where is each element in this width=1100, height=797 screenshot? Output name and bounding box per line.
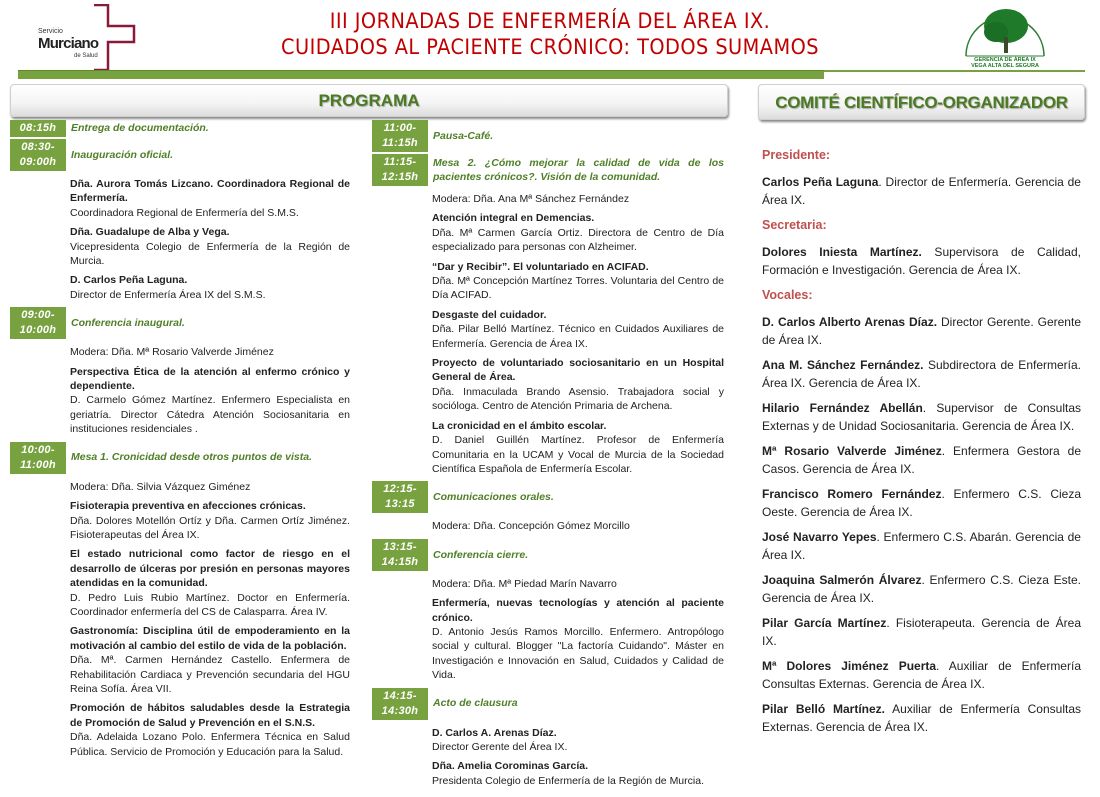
talk-speaker: Dña. Adelaida Lozano Polo. Enfermera Técnica en Salud Pública. Servicio de Promoción y Educación para la Salud. [70,731,350,758]
talk-item [432,419,724,477]
committee-member [762,173,1081,209]
member-name: Pilar Belló Martínez. [762,702,885,716]
committee-member [762,356,1081,392]
member-name: Hilario Fernández Abellán [762,401,923,415]
talk-speaker: Coordinadora Regional de Enfermería del S.M.S. [70,206,299,219]
session-header [10,120,350,137]
program-column-left [10,120,350,764]
talk-title: El estado nutricional como factor de riesgo en el desarrollo de úlceras por presión en personas mayores atendidas en la comunidad. [70,548,350,590]
title-line-2: CUIDADOS AL PACIENTE CRÓNICO: TODOS SUMAMOS [281,35,819,59]
member-name: Joaquina Salmerón Álvarez [762,573,922,587]
talk-item [70,701,350,759]
member-name: Francisco Romero Fernández [762,487,942,501]
session-header [10,139,350,171]
session-header [10,307,350,339]
session-body [372,726,724,789]
member-name: Ana M. Sánchez Fernández. [762,358,924,372]
committee-role: Vocales: [762,288,813,302]
committee-member [762,442,1081,478]
member-description: Auxiliar de Enfermería Consultas Externas. Gerencia de Área IX. [762,702,1082,734]
member-description: . Enfermero C.S. Cieza Este. Gerencia de Área IX. [762,573,1081,605]
session-header [372,154,724,186]
talk-title: Desgaste del cuidador. [432,308,547,321]
session-title: Inauguración oficial. [71,148,174,161]
time-badge: 11:00-11:15h [372,120,428,152]
session-body [10,480,350,759]
moderator: Modera: Dña. Mª Piedad Marín Navarro [432,577,617,590]
session-header [10,442,350,474]
member-description: . Director de Enfermería. Gerencia de Área IX. [762,175,1081,207]
talk-title: D. Carlos Peña Laguna. [70,274,188,287]
member-description: . Auxiliar de Enfermería Consultas Externas. Gerencia de Área IX. [762,659,1081,691]
member-description: . Fisioterapeuta. Gerencia de Área IX. [762,616,1082,648]
talk-title: Enfermería, nuevas tecnologías y atención al paciente crónico. [432,597,724,624]
session-body [372,577,724,683]
talk-item [432,260,724,303]
talk-speaker: Dña. Mª. Carmen Hernández Castello. Enfermera de Rehabilitación Cardiaca y Prevención secundaria del HGU Reina Sofía. Área VII. [70,654,350,695]
member-name: D. Carlos Alberto Arenas Díaz. [762,315,938,329]
time-badge: 09:00-10:00h [10,307,66,339]
logo-text: Servicio [38,28,63,35]
page-title [191,8,909,60]
member-description: Director Gerente. Gerente de Área IX. [762,315,1081,347]
talk-speaker: D. Pedro Luis Rubio Martínez. Doctor en Enfermería. Coordinador enfermería del CS de Calasparra. Área IV. [70,591,350,618]
member-name: Dolores Iniesta Martínez. [762,245,922,259]
member-name: Mª Rosario Valverde Jiménez [762,444,942,458]
time-badge: 12:15-13:15 [372,481,428,513]
member-description: . Enfermero C.S. Abarán. Gerencia de Área IX. [762,530,1081,562]
talk-item [70,624,350,696]
program-column-middle [372,120,724,793]
committee-member [762,313,1081,349]
talk-item [432,759,724,788]
member-name: Carlos Peña Laguna [762,175,879,189]
session-header [372,539,724,571]
committee-member [762,243,1081,279]
talk-item [432,356,724,414]
talk-item [432,726,724,755]
logo-text: GERENCIA DE ÁREA IX [974,57,1036,63]
talk-speaker: Dña. Inmaculada Brando Asensio. Trabajadora social y socióloga. Centro de Atención Primaria de Archena. [432,385,724,413]
session-title: Entrega de documentación. [71,122,209,135]
member-description: . Enfermero C.S. Cieza Oeste. Gerencia de Área IX. [762,487,1082,519]
member-description: Subdirectora de Enfermería. Área IX. Gerencia de Área IX. [762,358,1082,390]
member-description: . Enfermera Gestora de Casos. Gerencia de Área IX. [762,444,1082,476]
talk-title: Dña. Amelia Corominas García. [432,760,588,773]
talk-title: Dña. Guadalupe de Alba y Vega. [70,226,230,239]
talk-speaker: Presidenta Colegio de Enfermería de la Región de Murcia. [432,774,704,787]
talk-speaker: Dña. Mª Concepción Martínez Torres. Voluntaria del Centro de Día ACIFAD. [432,275,724,302]
logo-text: de Salud [74,53,98,59]
session-header [372,481,724,513]
talk-speaker: Vicepresidenta Colegio de Enfermería de la Región de Murcia. [70,240,350,268]
moderator: Modera: Dña. Silvia Vázquez Giménez [70,480,251,493]
member-name: Mª Dolores Jiménez Puerta [762,659,937,673]
talk-title: Fisioterapia preventiva en afecciones crónicas. [70,500,306,513]
logo-text: Murciano [38,35,99,52]
talk-title: Dña. Aurora Tomás Lizcano. Coordinadora Regional de Enfermería. [70,178,350,205]
session-body [10,177,350,302]
committee-member [762,571,1081,607]
time-badge: 13:15-14:15h [372,539,428,571]
time-badge: 08:30-09:00h [10,139,66,171]
talk-title: Promoción de hábitos saludables desde la Estrategia de Promoción de Salud y Prevención en el S.N.S. [70,702,350,729]
comite-heading: COMITÉ CIENTÍFICO-ORGANIZADOR [758,84,1085,120]
talk-title: Perspectiva Ética de la atención al enfermo crónico y dependiente. [70,365,350,393]
moderator: Modera: Dña. Mª Rosario Valverde Jiménez [70,346,274,359]
committee-role: Presidente: [762,148,831,162]
title-line-1: III JORNADAS DE ENFERMERÍA DEL ÁREA IX. [329,9,771,33]
talk-speaker: Dña. Dolores Motellón Ortíz y Dña. Carmen Ortíz Jiménez. Fisioterapeutas del Área IX. [70,514,350,541]
talk-speaker: D. Carmelo Gómez Martínez. Enfermero Especialista en geriatría. Director Cátedra Atención Sociosanitaria en instituciones residenciales . [70,394,350,436]
logo-gerencia-area-ix [962,4,1048,70]
header-green-bar [18,70,824,79]
talk-title: La cronicidad en el ámbito escolar. [432,419,607,432]
moderator: Modera: Dña. Ana Mª Sánchez Fernández [432,193,630,205]
committee-member [762,657,1081,693]
talk-item [432,211,724,254]
talk-item [70,273,350,302]
time-badge: 11:15-12:15h [372,154,428,186]
programa-heading: PROGRAMA [10,84,728,117]
talk-speaker: Director de Enfermería Área IX del S.M.S. [70,288,266,301]
session-title: Mesa 2. ¿Cómo mejorar la calidad de vida de los pacientes crónicos?. Visión de la comunidad. [433,156,724,183]
talk-title: “Dar y Recibir”. El voluntariado en ACIFAD. [432,260,649,273]
talk-speaker: Dña. Mª Carmen García Ortiz. Directora de Centro de Día especializado para personas con Alzheimer. [432,226,724,254]
session-title: Mesa 1. Cronicidad desde otros puntos de vista. [71,451,312,464]
time-badge: 08:15h [10,120,66,137]
talk-speaker: Dña. Pilar Belló Martínez. Técnico en Cuidados Auxiliares de Enfermería. Gerencia de Área IX. [432,323,724,350]
committee-role: Secretaria: [762,218,827,232]
talk-title: Atención integral en Demencias. [432,212,595,225]
member-description: . Supervisor de Consultas Externas y de Unidad Sociosanitaria. Gerencia de Área IX. [762,401,1082,433]
committee-column [762,140,1081,743]
session-body [372,192,724,476]
session-header [372,688,724,720]
committee-member [762,528,1081,564]
talk-item [70,365,350,437]
committee-member [762,399,1081,435]
member-description: Supervisora de Calidad, Formación e Investigación. Gerencia de Área IX. [762,245,1081,277]
session-header [372,120,724,152]
session-title: Conferencia cierre. [433,548,529,561]
committee-member [762,485,1081,521]
logo-servicio-murciano-salud [38,4,143,72]
session-body [10,345,350,436]
moderator: Modera: Dña. Concepción Gómez Morcillo [432,520,630,533]
member-name: José Navarro Yepes [762,530,877,544]
time-badge: 10:00-11:00h [10,442,66,474]
logo-text: VEGA ALTA DEL SEGURA [971,63,1039,69]
session-body [372,519,724,533]
committee-member [762,614,1081,650]
member-name: Pilar García Martínez [762,616,887,630]
talk-item [70,499,350,542]
talk-title: Gastronomía: Disciplina útil de empoderamiento en la motivación al cambio del estilo de vida de la población. [70,625,350,652]
talk-item [70,547,350,619]
talk-speaker: D. Antonio Jesús Ramos Morcillo. Enfermero. Antropólogo social y cultural. Blogger "La factoría Cuidando". Máster en Investigación e Innovación en Salud, Cuidados y Calidad de Vida. [432,625,724,682]
talk-title: Proyecto de voluntariado sociosanitario en un Hospital General de Área. [432,357,724,384]
talk-speaker: D. Daniel Guillén Martínez. Profesor de Enfermería Comunitaria en la UCAM y Vocal de Murcia de la Sociedad Científica Española de Enfermería Escolar. [432,434,724,475]
time-badge: 14:15-14:30h [372,688,428,720]
committee-member [762,700,1081,736]
talk-item [432,308,724,351]
talk-title: D. Carlos A. Arenas Díaz. [432,726,557,739]
talk-speaker: Director Gerente del Área IX. [432,740,568,753]
session-title: Acto de clausura [433,697,518,710]
session-title: Comunicaciones orales. [433,491,554,504]
session-title: Conferencia inaugural. [71,317,185,330]
talk-item [432,596,724,682]
talk-item [70,225,350,268]
session-title: Pausa-Café. [433,129,494,142]
talk-item [70,177,350,220]
